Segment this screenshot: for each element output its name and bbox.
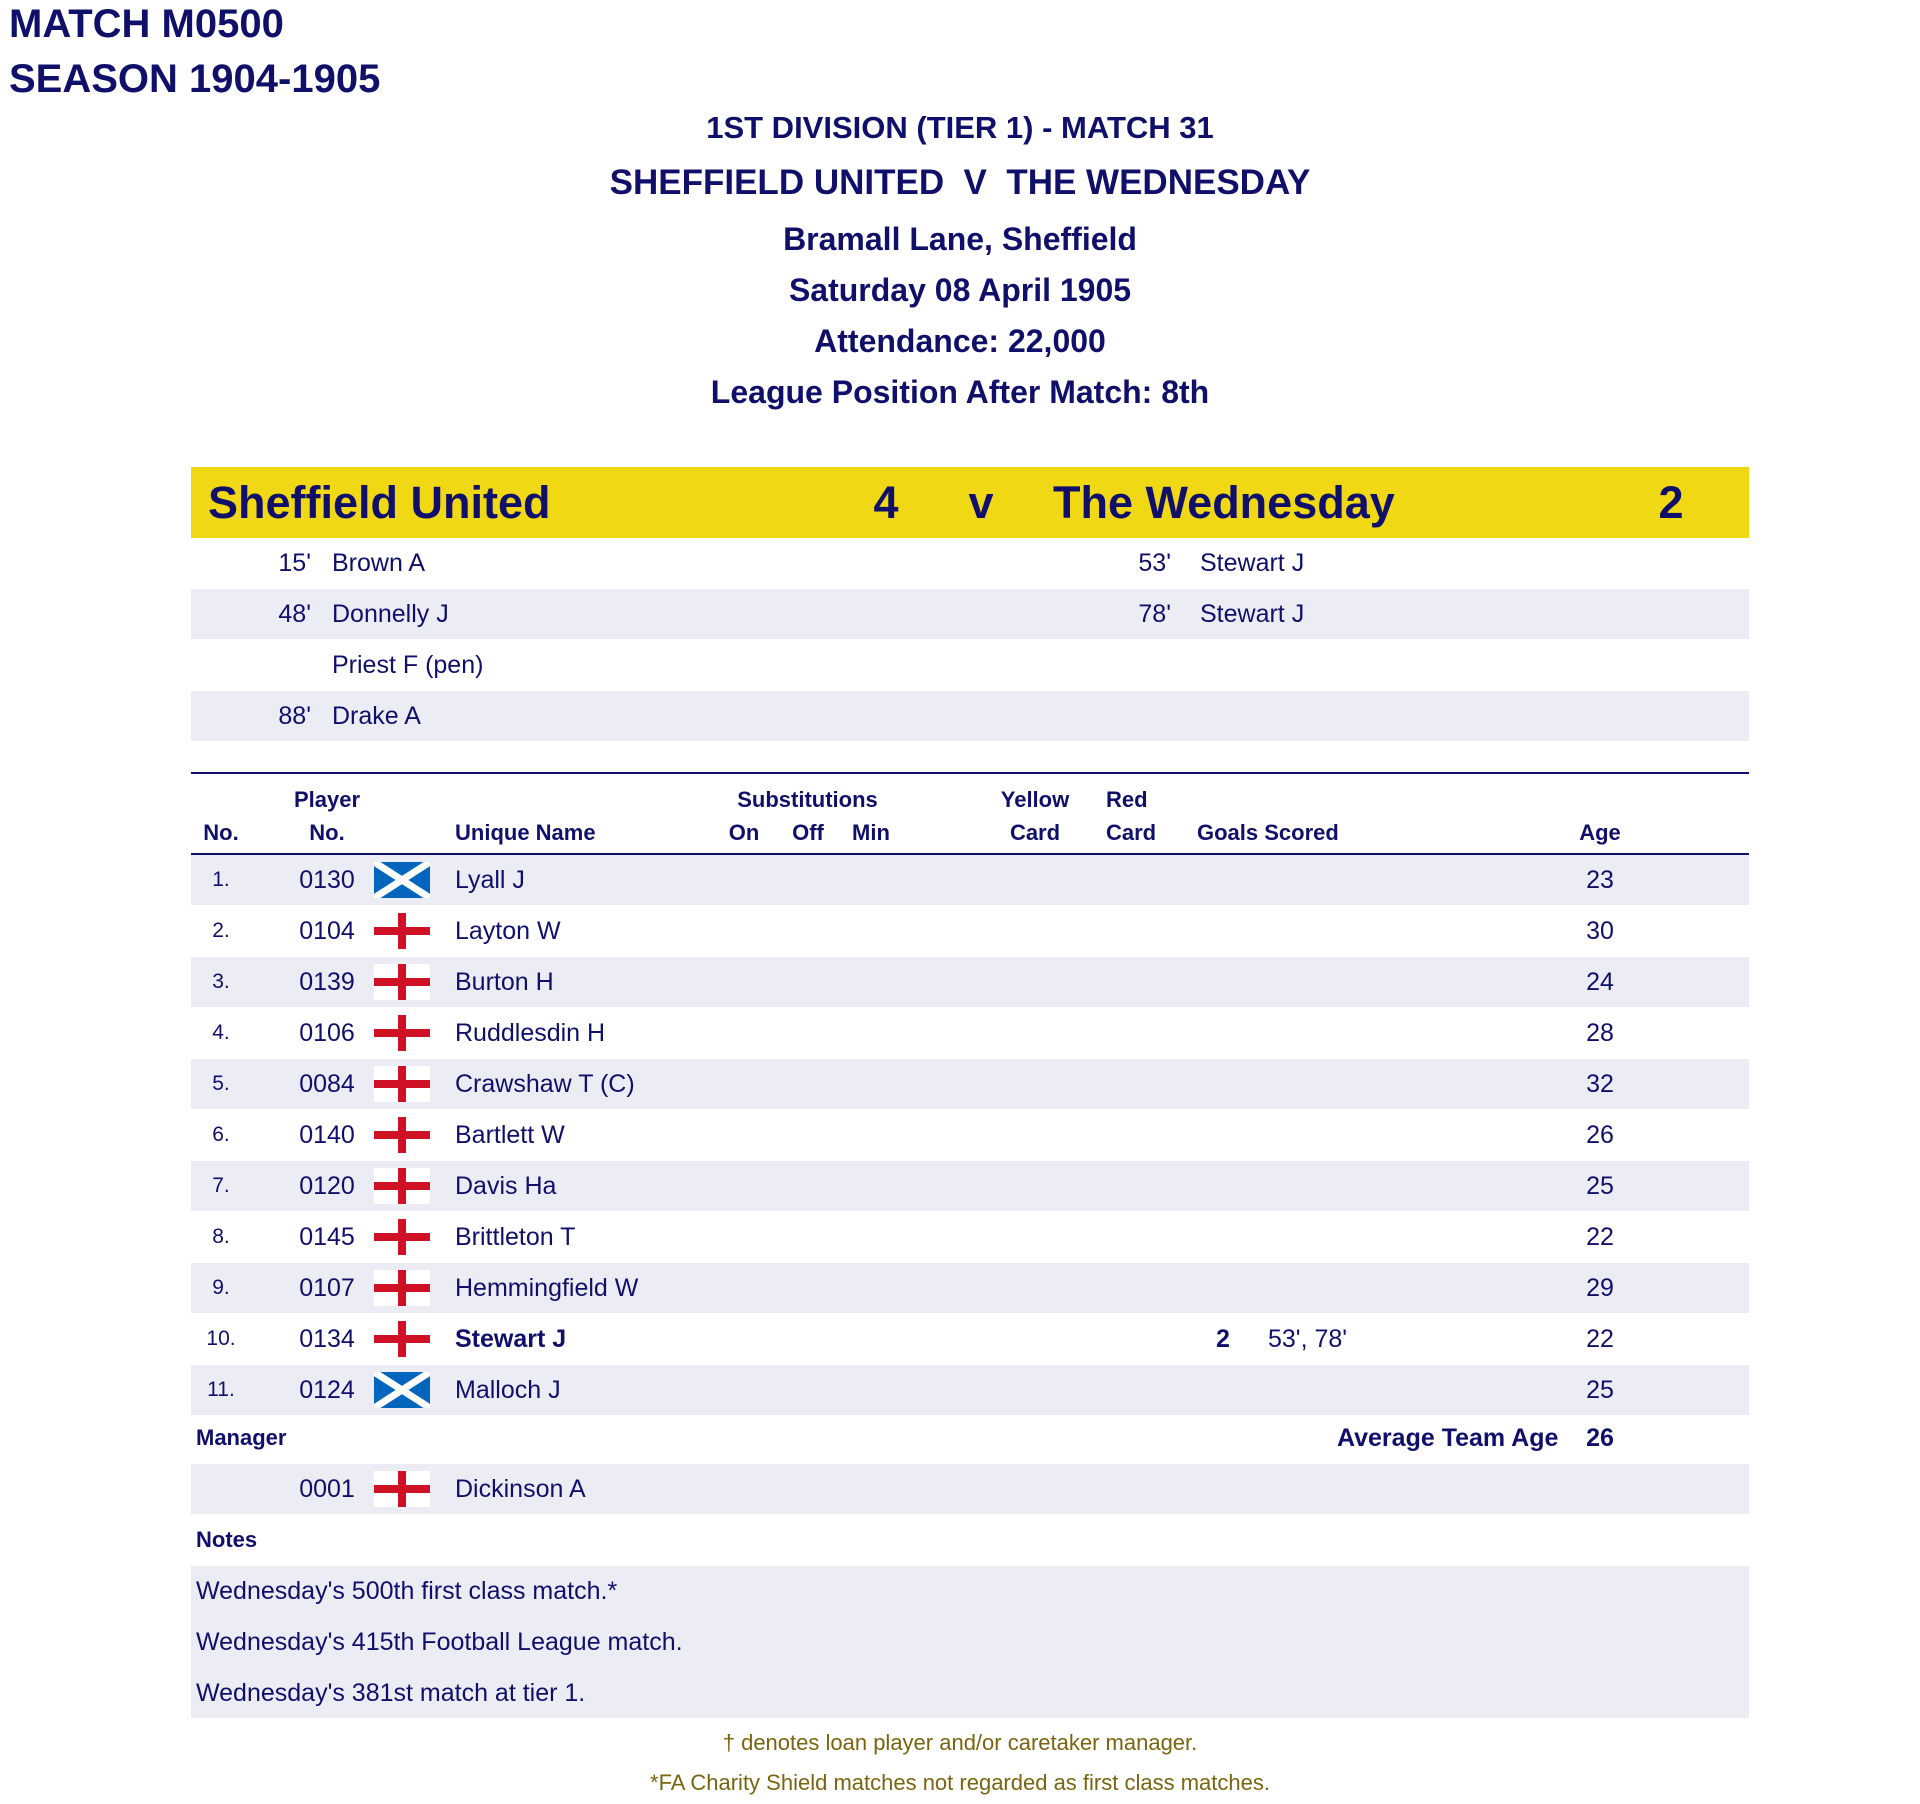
average-age-value: 26 xyxy=(1586,1424,1614,1452)
player-age: 25 xyxy=(1586,1376,1614,1404)
player-name: Crawshaw T (C) xyxy=(455,1070,635,1098)
note-item: Wednesday's 500th first class match.* xyxy=(196,1577,618,1605)
player-number: 0106 xyxy=(299,1019,355,1047)
scorer-row xyxy=(191,691,1749,741)
versus-label: v xyxy=(968,477,994,528)
home-goal-minute: 15' xyxy=(278,549,311,577)
home-goal-scorer: Priest F (pen) xyxy=(332,651,484,679)
player-name: Bartlett W xyxy=(455,1121,565,1149)
col-red-line2: Card xyxy=(1106,820,1157,845)
england-flag-icon xyxy=(374,1117,430,1153)
player-number: 0140 xyxy=(299,1121,355,1149)
player-name: Lyall J xyxy=(455,866,525,894)
player-row xyxy=(191,1212,1749,1262)
home-score: 4 xyxy=(873,477,899,528)
player-age: 29 xyxy=(1586,1274,1614,1302)
player-age: 22 xyxy=(1586,1325,1614,1353)
charity-shield-footnote: *FA Charity Shield matches not regarded as first class matches. xyxy=(650,1770,1270,1795)
shirt-number: 2. xyxy=(212,919,230,942)
player-age: 23 xyxy=(1586,866,1614,894)
manager-number: 0001 xyxy=(299,1475,355,1503)
attendance: Attendance: 22,000 xyxy=(814,323,1106,359)
away-goal-minute: 53' xyxy=(1138,549,1171,577)
shirt-number: 6. xyxy=(212,1123,230,1146)
player-row xyxy=(191,1110,1749,1160)
goals-count: 2 xyxy=(1216,1325,1230,1353)
home-goal-scorer: Brown A xyxy=(332,549,426,577)
player-row xyxy=(191,1314,1749,1364)
player-number: 0134 xyxy=(299,1325,355,1353)
player-row xyxy=(191,855,1749,905)
notes-box xyxy=(191,1566,1749,1718)
scotland-flag-icon xyxy=(374,1372,430,1408)
note-item: Wednesday's 415th Football League match. xyxy=(196,1628,683,1656)
player-age: 30 xyxy=(1586,917,1614,945)
col-player-no-line1: Player xyxy=(293,787,361,812)
shirt-number: 8. xyxy=(212,1225,230,1248)
away-goal-scorer: Stewart J xyxy=(1200,600,1305,628)
england-flag-icon xyxy=(374,913,430,949)
home-goal-scorer: Donnelly J xyxy=(332,600,449,628)
shirt-number: 7. xyxy=(212,1174,230,1197)
player-age: 24 xyxy=(1586,968,1614,996)
england-flag-icon xyxy=(374,964,430,1000)
england-flag-icon xyxy=(374,1471,430,1507)
col-yellow-line2: Card xyxy=(1009,820,1061,845)
away-score: 2 xyxy=(1658,477,1684,528)
player-age: 22 xyxy=(1586,1223,1614,1251)
table-top-rule xyxy=(191,772,1749,774)
col-sub-on: On xyxy=(728,820,760,845)
col-substitutions: Substitutions xyxy=(737,787,878,812)
player-age: 25 xyxy=(1586,1172,1614,1200)
shirt-number: 1. xyxy=(212,868,230,891)
scorer-row xyxy=(191,640,1749,690)
player-number: 0084 xyxy=(299,1070,355,1098)
player-row xyxy=(191,1059,1749,1109)
scorer-row xyxy=(191,589,1749,639)
match-date: Saturday 08 April 1905 xyxy=(788,272,1132,308)
player-name: Burton H xyxy=(455,968,554,996)
fixture-title: SHEFFIELD UNITED V THE WEDNESDAY xyxy=(609,163,1311,202)
player-number: 0124 xyxy=(299,1376,355,1404)
player-row xyxy=(191,1263,1749,1313)
england-flag-icon xyxy=(374,1219,430,1255)
scotland-flag-icon xyxy=(374,862,430,898)
player-number: 0104 xyxy=(299,917,355,945)
col-age: Age xyxy=(1579,820,1621,845)
player-name: Malloch J xyxy=(455,1376,561,1404)
england-flag-icon xyxy=(374,1066,430,1102)
player-age: 26 xyxy=(1586,1121,1614,1149)
player-row xyxy=(191,906,1749,956)
player-number: 0130 xyxy=(299,866,355,894)
player-name: Brittleton T xyxy=(455,1223,576,1251)
goal-minutes: 53', 78' xyxy=(1268,1325,1348,1353)
shirt-number: 11. xyxy=(207,1378,235,1401)
manager-name: Dickinson A xyxy=(455,1475,586,1503)
england-flag-icon xyxy=(374,1270,430,1306)
match-id: MATCH M0500 xyxy=(9,2,284,46)
player-name: Hemmingfield W xyxy=(455,1274,639,1302)
average-age-label: Average Team Age xyxy=(1337,1424,1559,1452)
player-name: Ruddlesdin H xyxy=(455,1019,606,1047)
season-label: SEASON 1904-1905 xyxy=(9,57,381,101)
shirt-number: 10. xyxy=(206,1327,236,1350)
score-bar xyxy=(191,467,1749,538)
competition-title: 1ST DIVISION (TIER 1) - MATCH 31 xyxy=(706,110,1214,145)
manager-label: Manager xyxy=(196,1425,287,1450)
shirt-number: 4. xyxy=(212,1021,230,1044)
england-flag-icon xyxy=(374,1168,430,1204)
col-player-no-line2: No. xyxy=(309,820,345,845)
col-no: No. xyxy=(203,820,239,845)
col-sub-off: Off xyxy=(792,820,824,845)
home-goal-minute: 88' xyxy=(278,702,311,730)
away-goal-scorer: Stewart J xyxy=(1200,549,1305,577)
scorer-row xyxy=(191,538,1749,588)
england-flag-icon xyxy=(374,1015,430,1051)
away-team-name: The Wednesday xyxy=(1053,477,1395,528)
away-goal-minute: 78' xyxy=(1138,600,1171,628)
shirt-number: 5. xyxy=(212,1072,230,1095)
col-sub-min: Min xyxy=(852,820,890,845)
notes-label: Notes xyxy=(196,1527,258,1552)
player-number: 0145 xyxy=(299,1223,355,1251)
col-unique-name: Unique Name xyxy=(455,820,596,845)
player-name: Stewart J xyxy=(455,1325,567,1353)
manager-row xyxy=(191,1464,1749,1514)
player-name: Layton W xyxy=(455,917,561,945)
home-goal-scorer: Drake A xyxy=(332,702,421,730)
player-name: Davis Ha xyxy=(455,1172,557,1200)
col-red-line1: Red xyxy=(1106,787,1148,812)
shirt-number: 3. xyxy=(212,970,230,993)
shirt-number: 9. xyxy=(212,1276,230,1299)
venue: Bramall Lane, Sheffield xyxy=(783,221,1137,257)
loan-footnote: † denotes loan player and/or caretaker manager. xyxy=(722,1730,1198,1755)
home-team-name: Sheffield United xyxy=(208,477,551,528)
league-position: League Position After Match: 8th xyxy=(710,374,1210,410)
note-item: Wednesday's 381st match at tier 1. xyxy=(196,1679,586,1707)
player-number: 0107 xyxy=(299,1274,355,1302)
player-age: 32 xyxy=(1586,1070,1614,1098)
home-goal-minute: 48' xyxy=(278,600,311,628)
col-yellow-line1: Yellow xyxy=(1000,787,1070,812)
col-goals-scored: Goals Scored xyxy=(1197,820,1339,845)
player-number: 0139 xyxy=(299,968,355,996)
player-row xyxy=(191,1008,1749,1058)
player-age: 28 xyxy=(1586,1019,1614,1047)
player-number: 0120 xyxy=(299,1172,355,1200)
england-flag-icon xyxy=(374,1321,430,1357)
player-row xyxy=(191,1161,1749,1211)
player-row xyxy=(191,957,1749,1007)
player-row xyxy=(191,1365,1749,1415)
